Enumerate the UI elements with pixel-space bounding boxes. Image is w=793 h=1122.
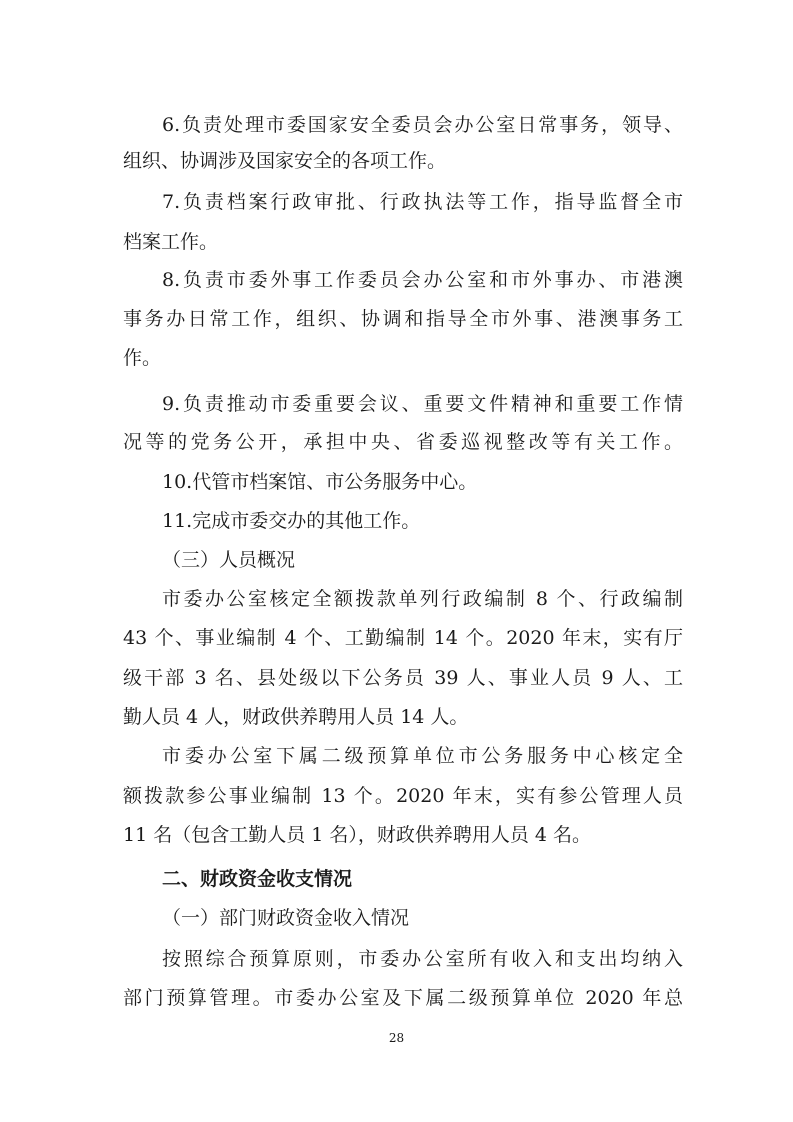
item-7-line-2: 档案工作。 — [123, 231, 219, 253]
staff-paragraph-2-line-2: 额拨款参公事业编制 13 个。2020 年末，实有参公管理人员 — [123, 785, 683, 807]
item-8-line-1: 8.负责市委外事工作委员会办公室和市外事办、市港澳 — [162, 269, 683, 291]
staff-paragraph-1-line-4: 勤人员 4 人，财政供养聘用人员 14 人。 — [123, 706, 469, 728]
staff-paragraph-1-line-1: 市委办公室核定全额拨款单列行政编制 8 个、行政编制 — [162, 588, 683, 610]
item-6-line-2: 组织、协调涉及国家安全的各项工作。 — [123, 150, 447, 172]
item-11-line-1: 11.完成市委交办的其他工作。 — [162, 510, 421, 532]
subsection-heading-income: （一）部门财政资金收入情况 — [162, 907, 410, 929]
item-9-line-2: 况等的党务公开，承担中央、省委巡视整改等有关工作。 — [123, 431, 683, 453]
income-paragraph-line-2: 部门预算管理。市委办公室及下属二级预算单位 2020 年总 — [123, 987, 683, 1009]
item-8-line-2: 事务办日常工作，组织、协调和指导全市外事、港澳事务工 — [123, 308, 683, 330]
staff-paragraph-1-line-2: 43 个、事业编制 4 个、工勤编制 14 个。2020 年末，实有厅 — [123, 627, 683, 649]
section-heading-staff: （三）人员概况 — [162, 549, 296, 571]
staff-paragraph-2-line-1: 市委办公室下属二级预算单位市公务服务中心核定全 — [162, 745, 683, 767]
income-paragraph-line-1: 按照综合预算原则，市委办公室所有收入和支出均纳入 — [162, 948, 683, 970]
staff-paragraph-1-line-3: 级干部 3 名、县处级以下公务员 39 人、事业人员 9 人、工 — [123, 667, 683, 689]
section-heading-finance: 二、财政资金收支情况 — [162, 868, 353, 890]
item-9-line-1: 9.负责推动市委重要会议、重要文件精神和重要工作情 — [162, 393, 683, 415]
item-8-line-3: 作。 — [123, 347, 162, 369]
item-10-line-1: 10.代管市档案馆、市公务服务中心。 — [162, 471, 478, 493]
page-number: 28 — [388, 1031, 405, 1045]
staff-paragraph-2-line-3: 11 名（包含工勤人员 1 名），财政供养聘用人员 4 名。 — [123, 824, 592, 846]
item-6-line-1: 6.负责处理市委国家安全委员会办公室日常事务，领导、 — [162, 114, 683, 136]
item-7-line-1: 7.负责档案行政审批、行政执法等工作，指导监督全市 — [162, 191, 683, 213]
